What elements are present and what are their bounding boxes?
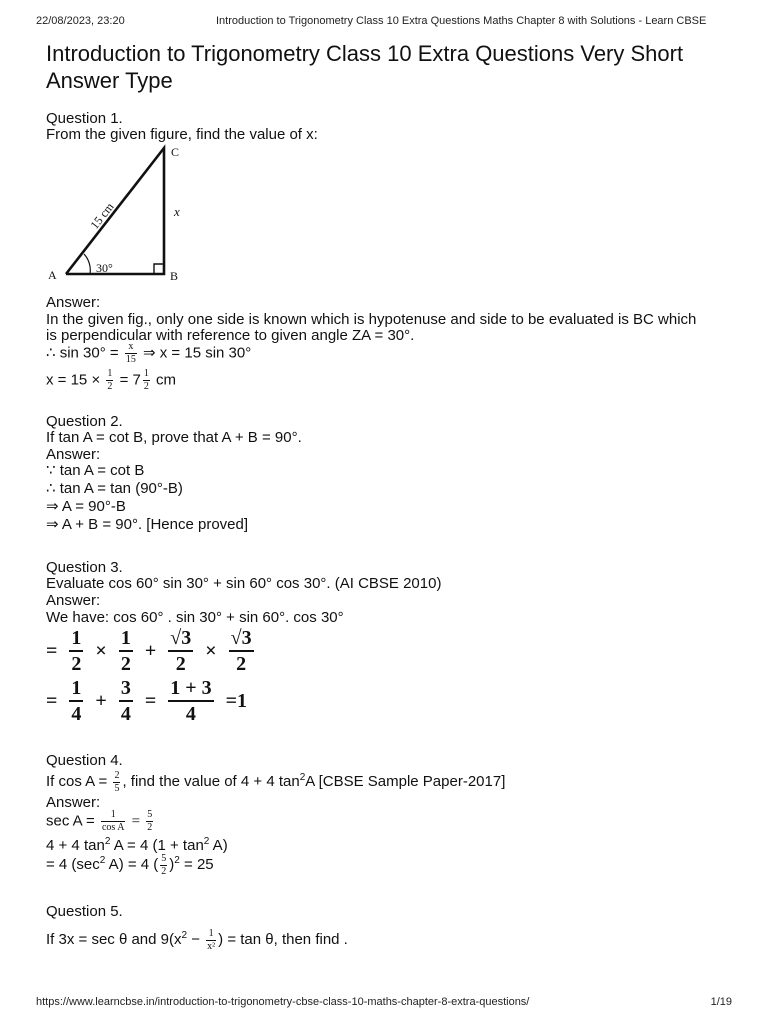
answer-1-label: Answer: [46,294,101,311]
r2-f1-num: 1 [69,678,83,702]
eq2-suffix: cm [156,371,177,389]
a4-l3-num: 5 [161,852,167,864]
triangle-figure [40,140,210,285]
hypotenuse-label: 15 cm [87,199,117,232]
answer-4-line-3 [46,852,214,877]
r1-f4-den: 2 [236,653,247,675]
q5-den: x² [207,940,216,952]
answer-1-equation-1 [46,342,251,365]
r1-fraction-4 [229,628,254,674]
r1-f2-den: 2 [120,653,131,675]
r2-f1-den: 4 [71,703,82,725]
answer-2-line-2: ∴ tan A = tan (90°-B) [46,480,183,497]
answer-3-label: Answer: [46,592,101,609]
r1-f3-den: 2 [175,653,186,675]
a4-l1-num-2: 5 [147,809,153,820]
right-angle-marker [154,264,164,274]
a4-l3-sup: 2 [99,855,106,866]
a4-l3-b: A) = 4 ( [105,856,159,873]
triangle-shape [66,148,164,274]
r1-f2-num: 1 [119,628,133,652]
answer-1-line-1: In the given fig., only one side is known which is hypotenuse and side to be evaluated is BC which [46,311,697,328]
r1-f3-num: √3 [168,628,193,652]
question-2-label: Question 2. [46,413,123,430]
eq1-numerator: x [125,342,137,354]
question-3-text: Evaluate cos 60° sin 30° + sin 60° cos 30°. (AI CBSE 2010) [46,575,442,592]
page-number: 1/19 [710,996,732,1008]
answer-1-line-2: is perpendicular with reference to given angle ZA = 30°. [46,327,415,344]
a4-l3-fraction [160,854,167,877]
footer-url[interactable]: https://www.learncbse.in/introduction-to-trigonometry-cbse-class-10-maths-chapter-8-extra-questions/ [36,996,530,1008]
q4-num: 2 [114,769,120,781]
eq2-prefix: x = 15 × [46,371,101,389]
answer-2-line-3: ⇒ A = 90°-B [46,498,126,515]
q5-sup: 2 [181,930,188,941]
a4-l1-fraction-1 [101,810,126,833]
q5-text-suffix: ) = tan θ, then find . [218,931,348,948]
answer-3-row-1 [46,628,260,674]
answer-4-label: Answer: [46,794,101,811]
answer-3-line-1: We have: cos 60° . sin 30° + sin 60°. cos 30° [46,609,344,626]
a4-l1-den: cos A [101,822,125,833]
r2-f2-num: 3 [119,678,133,702]
a4-l1-prefix: sec A = [46,812,95,830]
angle-arc [84,254,90,274]
a4-l3-c: ) [169,856,175,873]
a4-l1-num: 1 [101,810,126,822]
r2-fraction-2 [119,678,133,724]
a4-l2-sup: 2 [104,836,111,847]
a4-l1-fraction-2 [146,810,153,833]
r1-fraction-3 [168,628,193,674]
r1-f1-den: 2 [71,653,82,675]
eq2-den-1: 2 [107,381,113,392]
a4-l3-den: 2 [161,865,167,877]
eq2-num-1: 1 [107,368,113,379]
r2-f3-den: 4 [185,703,196,725]
r1-times-2: × [205,640,217,662]
r1-plus: + [144,640,157,662]
eq1-suffix: ⇒ x = 15 sin 30° [143,344,252,362]
r2-plus: + [95,690,107,712]
r2-f3-num: 1 + 3 [168,678,213,702]
answer-2-line-1: ∵ tan A = cot B [46,462,145,479]
question-5-label: Question 5. [46,903,123,920]
r2-fraction-3 [168,678,213,724]
answer-1-equation-2 [46,369,176,392]
print-footer [36,996,732,1008]
q5-minus: − [187,931,200,948]
question-4-label: Question 4. [46,752,123,769]
eq1-fraction [125,342,137,365]
vertex-b: B [170,269,179,283]
eq1-denominator: 15 [125,354,136,365]
a4-l2-b: A = 4 (1 + tan [110,837,204,854]
r1-times-1: × [95,640,107,662]
r1-equals: = [46,640,58,662]
a4-l3-a: = 4 (sec [46,856,100,873]
eq2-num-2: 1 [143,368,149,379]
answer-3-row-2 [46,678,253,724]
print-page-title: Introduction to Trigonometry Class 10 Extra Questions Maths Chapter 8 with Solutions - Learn CBSE [216,15,707,27]
a4-l3-sup-2: 2 [174,855,180,866]
answer-2-label: Answer: [46,446,101,463]
page-heading: Introduction to Trigonometry Class 10 Extra Questions Very Short Answer Type [46,41,684,93]
a4-l2-a: 4 + 4 tan [46,837,105,854]
q4-text-prefix: If cos A = [46,773,108,790]
a4-l3-d: = 25 [179,856,214,873]
r1-f4-num: √3 [229,628,254,652]
a4-l2-sup-2: 2 [203,836,210,847]
r2-equals-2: = [144,690,157,712]
eq2-fraction-1 [106,369,113,392]
r1-fraction-2 [119,628,133,674]
a4-l2-c: A) [209,837,228,854]
a4-l1-den-2: 2 [147,822,153,833]
print-date: 22/08/2023, 23:20 [36,15,125,27]
r2-f2-den: 4 [120,703,131,725]
r2-equals: = [46,690,58,712]
r1-fraction-1 [69,628,83,674]
answer-4-line-1 [46,810,155,833]
q5-fraction [206,929,216,952]
eq2-den-2: 2 [143,381,149,392]
vertex-c: C [171,145,180,159]
vertex-a: A [48,268,57,282]
question-3-label: Question 3. [46,559,123,576]
question-4-text [46,769,505,794]
side-x-label: x [174,204,180,219]
angle-label: 30° [96,261,113,275]
question-2-text: If tan A = cot B, prove that A + B = 90°. [46,429,302,446]
r2-fraction-1 [69,678,83,724]
eq2-fraction-2 [143,369,150,392]
q4-den: 5 [114,782,120,794]
q5-text-prefix: If 3x = sec θ and 9(x [46,931,182,948]
question-5-text [46,927,348,952]
q5-num: 1 [206,929,216,941]
r2-result: =1 [225,690,248,712]
a4-l1-equals: = [131,813,141,830]
r1-f1-num: 1 [69,628,83,652]
q4-text-suffix: A [CBSE Sample Paper-2017] [305,773,506,790]
answer-2-line-4: ⇒ A + B = 90°. [Hence proved] [46,516,249,533]
eq2-middle: = 7 [119,371,141,389]
q4-text-middle: , find the value of 4 + 4 tan [122,773,300,790]
question-1-label: Question 1. [46,110,123,127]
question-1-text: From the given figure, find the value of x: [46,126,318,143]
q4-sup: 2 [299,772,306,783]
q4-fraction [113,771,120,794]
eq1-prefix: ∴ sin 30° = [46,344,119,362]
